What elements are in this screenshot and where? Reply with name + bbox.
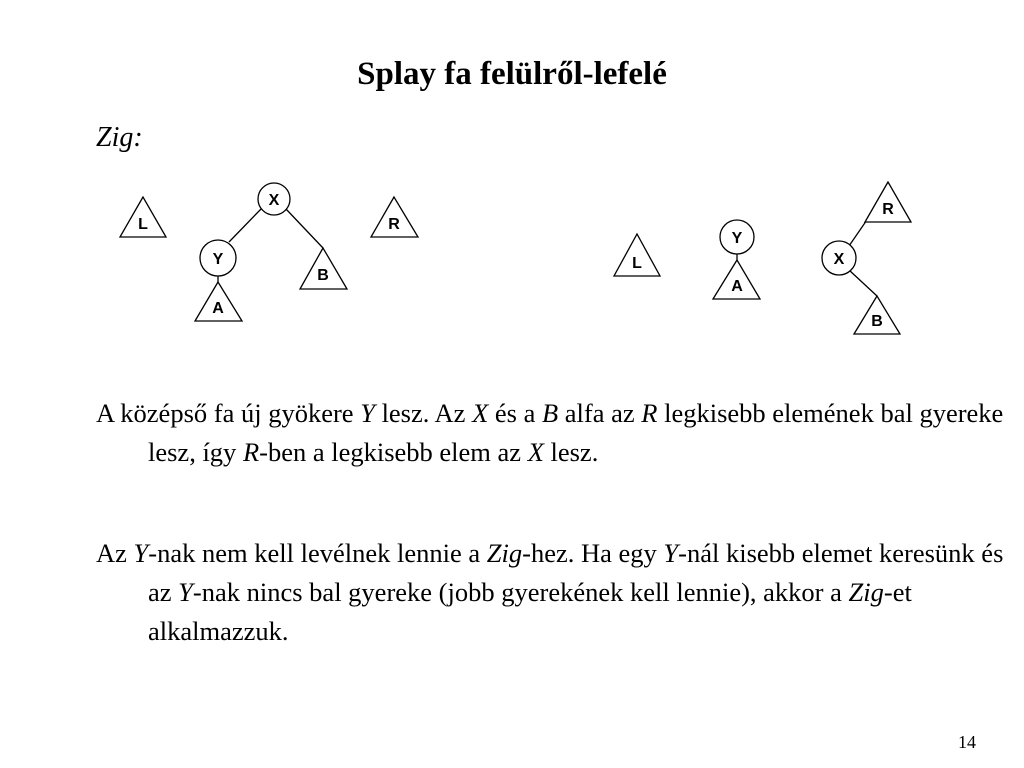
after-left-tree [614,234,660,276]
italic-term: Y [663,538,679,568]
edge-x-y [229,209,261,242]
italic-term: R [242,437,260,467]
after-node-y-label: Y [731,230,743,247]
after-node-x [822,241,856,275]
after-node-x-label: X [833,251,845,268]
text-run: legkisebb elemének bal gyereke lesz, így [148,398,1004,467]
italic-term: Y [178,577,193,607]
paragraph-new-root [96,394,1024,472]
text-run: Az [96,538,134,568]
italic-term: Zig [486,538,523,568]
after-subtree-a-label: A [731,278,743,295]
text-run: és a [488,398,542,428]
before-node-x-label: X [268,192,280,209]
zig-diagram [0,0,1024,360]
paragraph-zig-condition [96,534,1024,651]
text-run: -et alkalmazzuk. [148,577,912,646]
before-node-x [258,183,290,215]
zig-subtitle: Zig: [96,122,143,153]
page-number: 14 [958,732,976,752]
edge-x-b-after [849,270,877,296]
italic-term: Y [133,538,149,568]
after-right-root [865,182,911,222]
before-subtree-a [195,282,242,321]
text-run: lesz. Az [374,398,473,428]
text-run: -nak nem kell levélnek lennie a [148,538,487,568]
before-left-tree [120,197,166,237]
text-run: -nál kisebb elemet keresünk és az [148,538,1004,607]
before-node-y-label: Y [212,251,224,268]
after-subtree-b [854,296,900,334]
before-right-tree-label: R [388,216,400,233]
text-run: alfa az [558,398,642,428]
after-node-y [720,220,754,254]
before-right-tree [371,197,418,237]
italic-term: Y [360,398,375,428]
before-left-tree-label: L [138,216,148,233]
slide-title: Splay fa felülről-lefelé [357,56,667,92]
text-run: A középső fa új gyökere [96,398,361,428]
before-subtree-b [300,248,347,289]
after-left-tree-label: L [632,255,642,272]
text-run: lesz. [543,437,599,467]
italic-term: R [641,398,658,428]
italic-term: B [541,398,559,428]
before-subtree-a-label: A [212,300,224,317]
before-node-y [200,240,236,276]
after-right-root-label: R [882,201,894,218]
text-run: -hez. Ha egy [522,538,664,568]
before-subtree-b-label: B [317,267,329,284]
after-subtree-a [713,260,760,299]
text-run: -ben a legkisebb elem az [259,437,528,467]
text-run: -nak nincs bal gyereke (jobb gyerekének kell lennie), akkor a [192,577,849,607]
italic-term: X [472,398,489,428]
edge-x-b [286,209,323,248]
italic-term: X [527,437,544,467]
after-subtree-b-label: B [871,313,883,330]
italic-term: Zig [848,577,884,607]
